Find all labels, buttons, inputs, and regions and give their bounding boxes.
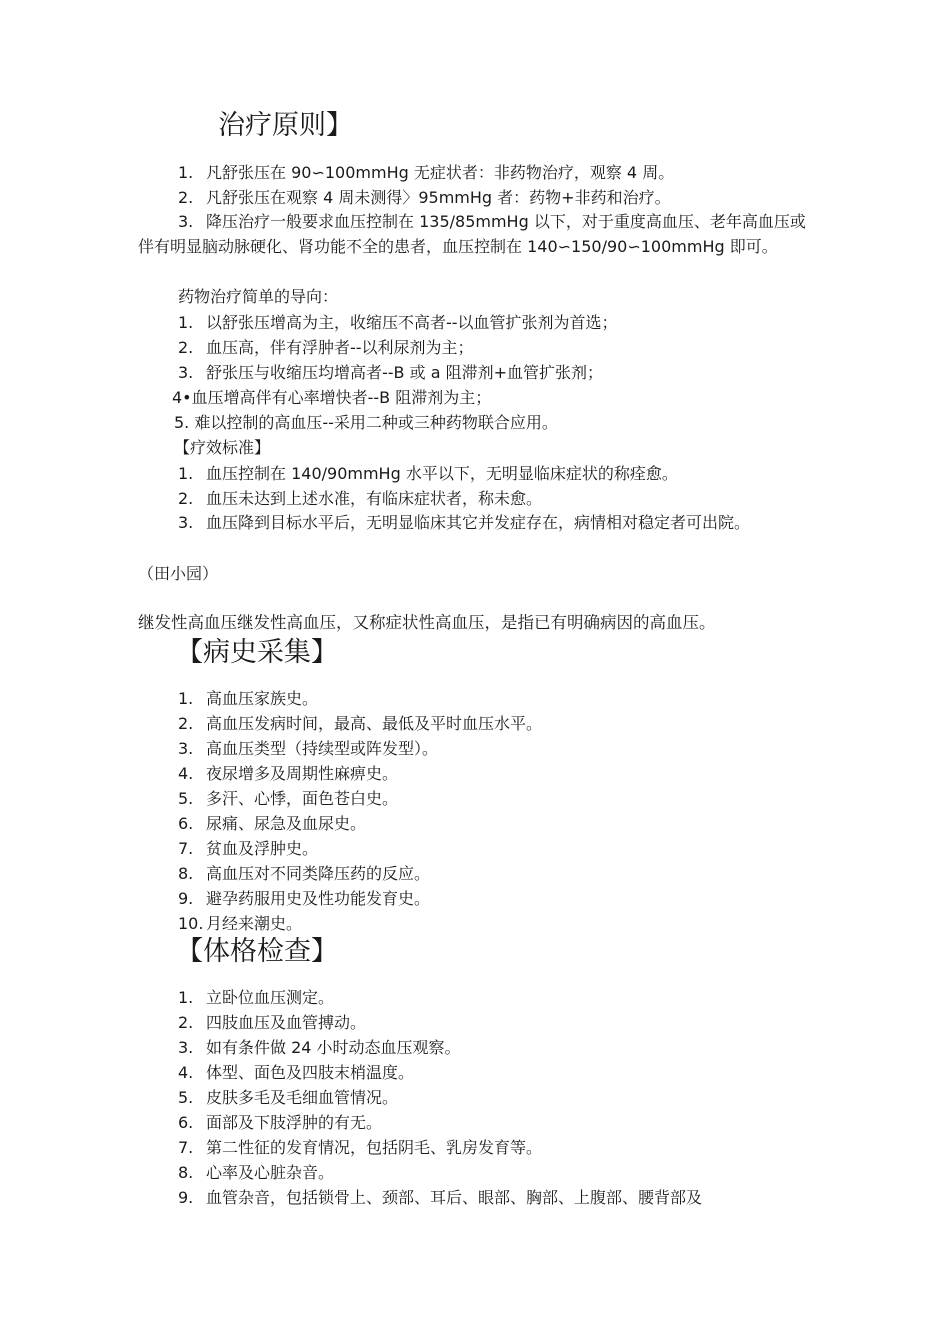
item-text: 血压高，伴有浮肿者--以利尿剂为主； <box>206 338 474 357</box>
item-text: 高血压家族史。 <box>206 689 319 708</box>
item-text: 多汗、心悸，面色苍白史。 <box>206 789 399 808</box>
item-number: 5. <box>178 1088 194 1107</box>
item-text: 尿痛、尿急及血尿史。 <box>206 814 367 833</box>
item-text: 舒张压与收缩压均增高者--B 或 a 阻滞剂+血管扩张剂； <box>206 363 603 382</box>
guide-title: 药物治疗简单的导向： <box>178 287 339 306</box>
author-name: （田小园） <box>138 564 219 583</box>
item-text: 月经来潮史。 <box>206 914 303 933</box>
treatment-heading: 治疗原则】 <box>218 110 353 141</box>
treatment-item-2 <box>178 185 810 210</box>
efficacy-heading: 【疗效标准】 <box>174 438 271 457</box>
exam-item-8 <box>178 1160 810 1185</box>
item-text: 凡舒张压在 90∽100mmHg 无症状者：非药物治疗，观察 4 周。 <box>206 163 675 182</box>
item-number: 6. <box>178 814 194 833</box>
item-number: 3. <box>178 363 194 382</box>
item-text: 如有条件做 24 小时动态血压观察。 <box>206 1038 461 1057</box>
item-text: 血压控制在 140/90mmHg 水平以下，无明显临床症状的称痊愈。 <box>206 464 678 483</box>
item-number: 3. <box>178 212 194 231</box>
item-text: 面部及下肢浮肿的有无。 <box>206 1113 383 1132</box>
item-text: 心率及心脏杂音。 <box>206 1163 335 1182</box>
item-text: 立卧位血压测定。 <box>206 988 335 1007</box>
history-heading: 【病史采集】 <box>176 637 338 668</box>
history-item-3 <box>178 736 810 761</box>
treatment-item-1 <box>178 160 810 185</box>
exam-item-1 <box>178 985 810 1010</box>
item-text: 第二性征的发育情况，包括阴毛、乳房发育等。 <box>206 1138 543 1157</box>
item-number: 5. <box>178 789 194 808</box>
history-item-10 <box>178 911 810 936</box>
item-number: 1. <box>178 464 194 483</box>
history-item-7 <box>178 836 810 861</box>
item-number: 1. <box>178 163 194 182</box>
secondary-intro: 继发性高血压继发性高血压，又称症状性高血压，是指已有明确病因的高血压。 <box>138 613 716 632</box>
exam-item-7 <box>178 1135 810 1160</box>
item-number: 2. <box>178 1013 194 1032</box>
exam-item-6 <box>178 1110 810 1135</box>
item-number: 2. <box>178 489 194 508</box>
item-text: 凡舒张压在观察 4 周未测得〉95mmHg 者：药物+非药和治疗。 <box>206 188 671 207</box>
item-text: 降压治疗一般要求血压控制在 135/85mmHg 以下，对于重度高血压、老年高血压或伴有明显脑动脉硬化、肾功能不全的患者，血压控制在 140∽150/90∽100mmHg 即可。 <box>138 212 806 256</box>
exam-heading: 【体格检查】 <box>176 936 338 967</box>
item-number: 10. <box>178 914 204 933</box>
item-text: 皮肤多毛及毛细血管情况。 <box>206 1088 399 1107</box>
item-number: 3. <box>178 739 194 758</box>
item-number: 2. <box>178 188 194 207</box>
guide-item-5 <box>174 410 846 435</box>
history-item-9 <box>178 886 810 911</box>
history-item-4 <box>178 761 810 786</box>
item-number: 5. <box>174 413 190 432</box>
history-item-2 <box>178 711 810 736</box>
item-number: 1. <box>178 689 194 708</box>
history-item-5 <box>178 786 810 811</box>
item-number: 2. <box>178 714 194 733</box>
exam-item-9 <box>178 1185 810 1210</box>
item-number: 2. <box>178 338 194 357</box>
guide-item-1 <box>178 310 810 335</box>
item-text: 以舒张压增高为主，收缩压不高者--以血管扩张剂为首选； <box>206 313 618 332</box>
item-number: 3. <box>178 513 194 532</box>
item-text: 高血压对不同类降压药的反应。 <box>206 864 431 883</box>
exam-item-3 <box>178 1035 810 1060</box>
item-number: 1. <box>178 988 194 1007</box>
exam-item-5 <box>178 1085 810 1110</box>
item-text: 高血压发病时间，最高、最低及平时血压水平。 <box>206 714 543 733</box>
efficacy-item-3 <box>138 511 810 536</box>
guide-item-4 <box>172 385 844 410</box>
item-text: 夜尿增多及周期性麻痹史。 <box>206 764 399 783</box>
guide-item-3 <box>178 360 810 385</box>
item-number: 7. <box>178 839 194 858</box>
history-item-1 <box>178 686 810 711</box>
item-number: 3. <box>178 1038 194 1057</box>
exam-item-2 <box>178 1010 810 1035</box>
item-number: 4. <box>178 1063 194 1082</box>
item-number: 8. <box>178 864 194 883</box>
item-text: 体型、面色及四肢末梢温度。 <box>206 1063 415 1082</box>
item-number: 1. <box>178 313 194 332</box>
item-text: 血压未达到上述水准，有临床症状者，称未愈。 <box>206 489 543 508</box>
item-number: 6. <box>178 1113 194 1132</box>
item-text: 血管杂音，包括锁骨上、颈部、耳后、眼部、胸部、上腹部、腰背部及 <box>206 1188 703 1207</box>
efficacy-item-2 <box>178 486 810 511</box>
guide-item-2 <box>178 335 810 360</box>
item-text: 四肢血压及血管搏动。 <box>206 1013 367 1032</box>
efficacy-item-1 <box>178 461 810 486</box>
item-text: 难以控制的高血压--采用二种或三种药物联合应用。 <box>194 413 558 432</box>
item-text: 血压降到目标水平后，无明显临床其它并发症存在，病情相对稳定者可出院。 <box>206 513 751 532</box>
item-number: 4. <box>178 764 194 783</box>
exam-item-4 <box>178 1060 810 1085</box>
item-text: 贫血及浮肿史。 <box>206 839 319 858</box>
item-text: 血压增高伴有心率增快者--B 阻滞剂为主； <box>191 388 492 407</box>
item-number: 8. <box>178 1163 194 1182</box>
item-number: 9. <box>178 889 194 908</box>
item-number: 9. <box>178 1188 194 1207</box>
item-number: 4• <box>172 388 192 407</box>
item-text: 高血压类型（持续型或阵发型）。 <box>206 739 439 758</box>
history-item-6 <box>178 811 810 836</box>
item-text: 避孕药服用史及性功能发育史。 <box>206 889 431 908</box>
item-number: 7. <box>178 1138 194 1157</box>
treatment-item-3 <box>138 210 810 259</box>
history-item-8 <box>178 861 810 886</box>
